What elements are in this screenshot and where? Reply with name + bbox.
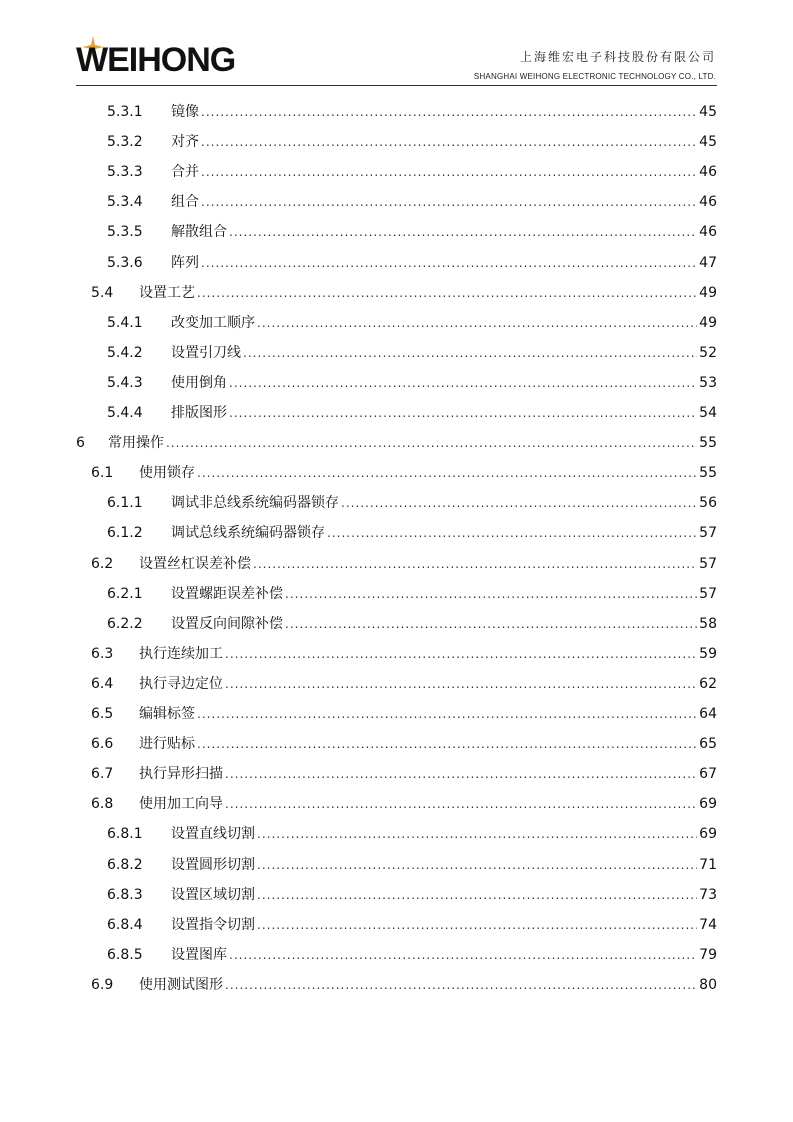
toc-entry[interactable] [107,185,717,211]
toc-dot-leader [229,223,697,241]
toc-entry-number: 6.8 [91,796,114,813]
toc-entry-page: 45 [699,134,717,151]
toc-dot-leader [225,675,697,693]
company-name-english: SHANGHAI WEIHONG ELECTRONIC TECHNOLOGY CO., LTD. [473,72,716,81]
toc-dot-leader [201,103,697,121]
toc-entry-page: 57 [699,525,717,542]
toc-dot-leader [201,133,697,151]
toc-entry[interactable] [107,125,717,151]
toc-entry[interactable] [107,938,717,964]
toc-entry-title: 执行连续加工 [139,645,223,662]
toc-entry-page: 49 [699,314,717,331]
toc-entry-title: 设置区域切割 [171,886,255,903]
toc-entry-page: 46 [699,224,717,241]
toc-entry-title: 解散组合 [171,224,227,241]
toc-entry[interactable] [107,246,717,272]
toc-dot-leader [201,254,697,272]
toc-entry-title: 设置指令切割 [171,916,255,933]
toc-dot-leader [225,765,697,783]
toc-dot-leader [243,344,697,362]
toc-entry[interactable] [107,516,717,542]
toc-entry-number: 6.8.4 [107,916,143,933]
toc-entry-page: 62 [699,675,717,692]
toc-entry-title: 阵列 [171,254,199,271]
toc-entry-number: 5.4.1 [107,314,143,331]
toc-entry[interactable] [91,547,717,573]
toc-entry-title: 设置丝杠误差补偿 [139,555,251,572]
toc-entry-title: 设置工艺 [139,284,195,301]
logo-text: WEIHONG [76,41,236,79]
toc-entry[interactable] [91,697,717,723]
toc-entry-number: 6.1.1 [107,495,143,512]
toc-entry[interactable] [107,607,717,633]
toc-entry[interactable] [91,637,717,663]
toc-entry-title: 常用操作 [108,435,164,452]
toc-entry-page: 56 [699,495,717,512]
toc-entry[interactable] [91,276,717,302]
toc-dot-leader [225,976,697,994]
toc-entry-title: 使用倒角 [171,374,227,391]
toc-entry[interactable] [107,155,717,181]
toc-entry-page: 45 [699,104,717,120]
toc-entry[interactable] [107,396,717,422]
toc-entry[interactable] [91,968,717,994]
toc-dot-leader [257,886,697,904]
toc-entry[interactable] [76,426,717,452]
toc-entry-number: 6.1 [91,465,114,482]
toc-entry[interactable] [91,727,717,753]
toc-dot-leader [225,795,697,813]
toc-entry[interactable] [91,456,717,482]
toc-entry-page: 49 [699,284,717,301]
toc-entry-number: 6 [76,435,85,452]
toc-dot-leader [201,163,697,181]
toc-entry[interactable] [107,878,717,904]
toc-entry-number: 5.3.4 [107,194,143,211]
toc-dot-leader [285,585,697,603]
toc-dot-leader [257,916,697,934]
toc-entry-title: 调试总线系统编码器锁存 [171,525,325,542]
toc-entry-title: 镜像 [171,104,199,120]
toc-entry-number: 5.3.6 [107,254,143,271]
toc-entry[interactable] [107,95,717,121]
toc-dot-leader [229,946,697,964]
company-name-chinese: 上海维宏电子科技股份有限公司 [519,50,716,64]
toc-entry-title: 设置螺距误差补偿 [171,585,283,602]
toc-entry-page: 79 [699,946,717,963]
toc-entry-number: 6.9 [91,976,114,993]
toc-entry-number: 6.2.2 [107,615,143,632]
toc-entry-page: 57 [699,585,717,602]
toc-entry-number: 6.6 [91,736,114,753]
header-divider [76,85,717,86]
toc-entry-page: 74 [699,916,717,933]
toc-entry[interactable] [91,667,717,693]
toc-entry-page: 46 [699,164,717,181]
toc-entry[interactable] [107,366,717,392]
toc-entry[interactable] [91,787,717,813]
toc-entry[interactable] [107,908,717,934]
toc-entry-page: 67 [699,766,717,783]
toc-entry-number: 5.4.2 [107,344,143,361]
toc-dot-leader [197,464,697,482]
toc-entry-number: 6.5 [91,706,114,722]
toc-entry-page: 65 [699,736,717,753]
toc-dot-leader [257,314,697,332]
toc-entry-title: 使用加工向导 [139,796,223,813]
toc-entry-title: 设置图库 [171,946,227,963]
toc-dot-leader [341,494,697,512]
toc-entry-number: 6.2.1 [107,585,143,602]
toc-entry-title: 调试非总线系统编码器锁存 [171,495,339,512]
toc-entry-title: 执行异形扫描 [139,766,223,783]
toc-entry-title: 使用测试图形 [139,976,223,993]
toc-entry-number: 6.7 [91,766,114,783]
toc-entry-number: 5.3.2 [107,134,143,151]
toc-entry-number: 6.1.2 [107,525,143,542]
toc-entry-title: 排版图形 [171,405,227,421]
toc-dot-leader [197,735,697,753]
toc-entry-title: 编辑标签 [139,706,195,722]
toc-entry[interactable] [107,486,717,512]
toc-entry-title: 合并 [171,164,199,181]
toc-entry-page: 64 [699,706,717,722]
toc-entry-page: 57 [699,555,717,572]
toc-dot-leader [285,615,697,633]
toc-dot-leader [229,374,697,392]
toc-dot-leader [166,434,697,452]
toc-entry-page: 71 [699,856,717,873]
toc-entry-number: 5.3.1 [107,104,143,120]
toc-dot-leader [257,825,697,843]
toc-entry[interactable] [107,577,717,603]
toc-entry-number: 5.4 [91,284,114,301]
toc-entry-page: 54 [699,405,717,421]
toc-entry[interactable] [107,817,717,843]
toc-entry-page: 69 [699,796,717,813]
toc-dot-leader [197,705,697,723]
toc-dot-leader [197,284,697,302]
toc-entry[interactable] [107,215,717,241]
toc-dot-leader [201,193,697,211]
toc-entry-title: 改变加工顺序 [171,314,255,331]
toc-entry-number: 5.4.4 [107,405,143,421]
toc-entry-page: 73 [699,886,717,903]
toc-entry-number: 6.8.5 [107,946,143,963]
toc-dot-leader [253,555,697,573]
toc-entry-page: 55 [699,435,717,452]
toc-dot-leader [257,856,697,874]
toc-entry-title: 进行贴标 [139,736,195,753]
toc-entry-number: 5.3.5 [107,224,143,241]
toc-entry-title: 设置圆形切割 [171,856,255,873]
toc-entry-page: 55 [699,465,717,482]
toc-entry-number: 6.8.1 [107,826,143,843]
toc-entry-title: 设置反向间隙补偿 [171,615,283,632]
toc-entry-number: 6.3 [91,645,114,662]
toc-entry-number: 5.3.3 [107,164,143,181]
toc-entry-title: 设置直线切割 [171,826,255,843]
toc-entry-page: 47 [699,254,717,271]
toc-entry-number: 6.8.3 [107,886,143,903]
toc-entry-title: 对齐 [171,134,199,151]
toc-entry[interactable] [107,848,717,874]
toc-entry-title: 使用锁存 [139,465,195,482]
toc-entry-title: 组合 [171,194,199,211]
toc-dot-leader [225,645,697,663]
toc-dot-leader [229,404,697,422]
toc-entry-title: 设置引刀线 [171,344,241,361]
toc-entry-number: 6.8.2 [107,856,143,873]
toc-entry-page: 53 [699,374,717,391]
toc-entry-page: 59 [699,645,717,662]
toc-entry-page: 52 [699,344,717,361]
toc-entry-number: 6.2 [91,555,114,572]
toc-entry-page: 46 [699,194,717,211]
toc-entry-number: 5.4.3 [107,374,143,391]
company-logo [76,40,235,80]
toc-entry[interactable] [107,306,717,332]
toc-dot-leader [327,524,697,542]
toc-entry[interactable] [107,336,717,362]
page-header [0,0,793,90]
toc-entry-page: 58 [699,615,717,632]
toc-entry-number: 6.4 [91,675,114,692]
toc-entry-page: 80 [699,976,717,993]
toc-entry-title: 执行寻边定位 [139,675,223,692]
toc-entry-page: 69 [699,826,717,843]
toc-entry[interactable] [91,757,717,783]
